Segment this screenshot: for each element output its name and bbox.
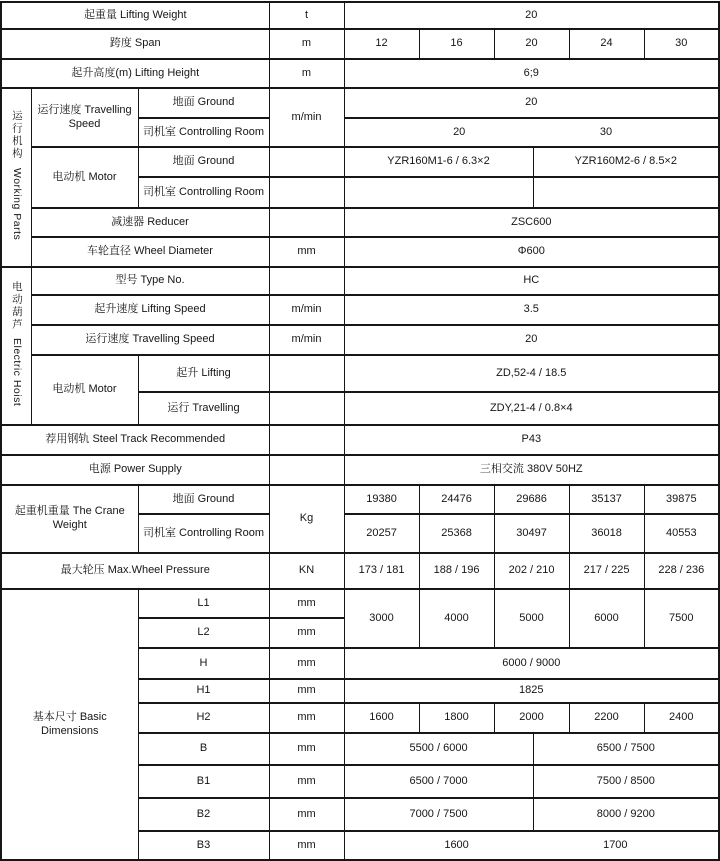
motor-ground-sublabel: 地面 Ground xyxy=(138,147,269,177)
lifting-weight-unit: t xyxy=(269,2,344,29)
dim-b-label: B xyxy=(138,733,269,765)
dim-h2-label: H2 xyxy=(138,703,269,733)
row-hoist-motor-lifting xyxy=(1,355,719,392)
span-value-0: 12 xyxy=(344,29,419,59)
crane-weight-ground-1: 24476 xyxy=(419,485,494,514)
dim-b2-unit: mm xyxy=(269,798,344,831)
motor-hoist-travelling-unit xyxy=(269,392,344,425)
span-value-3: 24 xyxy=(569,29,644,59)
lifting-weight-value: 20 xyxy=(344,2,719,29)
span-label: 跨度 Span xyxy=(1,29,269,59)
dim-b2-label: B2 xyxy=(138,798,269,831)
working-parts-en: Working Parts xyxy=(10,167,23,241)
dim-l-value-0: 3000 xyxy=(344,589,419,648)
motor-room-value-0 xyxy=(344,177,533,208)
travelling-speed-hoist-unit: m/min xyxy=(269,325,344,355)
motor-hoist-label: 电动机 Motor xyxy=(31,355,138,425)
span-value-4: 30 xyxy=(644,29,719,59)
dim-b-value-0: 5500 / 6000 xyxy=(344,733,533,765)
lifting-height-unit: m xyxy=(269,59,344,88)
dim-h1-unit: mm xyxy=(269,679,344,703)
crane-weight-ground-4: 39875 xyxy=(644,485,719,514)
lifting-height-value: 6;9 xyxy=(344,59,719,88)
dim-h2-value-3: 2200 xyxy=(569,703,644,733)
travelling-speed-ground-sublabel: 地面 Ground xyxy=(138,88,269,118)
dim-b-unit: mm xyxy=(269,733,344,765)
crane-weight-ground-3: 35137 xyxy=(569,485,644,514)
dim-b-value-1: 6500 / 7500 xyxy=(533,733,719,765)
row-lifting-height xyxy=(1,59,719,88)
dim-l-value-3: 6000 xyxy=(569,589,644,648)
motor-room-value-1 xyxy=(533,177,719,208)
motor-ground-value-1: YZR160M2-6 / 8.5×2 xyxy=(533,147,719,177)
dim-l-value-2: 5000 xyxy=(494,589,569,648)
dim-b1-value-0: 6500 / 7000 xyxy=(344,765,533,798)
basic-dimensions-label: 基本尺寸 Basic Dimensions xyxy=(1,589,138,860)
max-wheel-pressure-4: 228 / 236 xyxy=(644,553,719,589)
power-supply-label: 电源 Power Supply xyxy=(1,455,269,485)
motor-working-label: 电动机 Motor xyxy=(31,147,138,208)
dim-h1-label: H1 xyxy=(138,679,269,703)
row-lifting-weight xyxy=(1,2,719,29)
row-travelling-ground xyxy=(1,88,719,118)
dim-b3-value-1: 1700 xyxy=(603,838,628,851)
dim-b3-values xyxy=(344,831,719,860)
max-wheel-pressure-0: 173 / 181 xyxy=(344,553,419,589)
dim-h2-value-0: 1600 xyxy=(344,703,419,733)
crane-weight-label: 起重机重量 The Crane Weight xyxy=(1,485,138,553)
type-no-value: HC xyxy=(344,267,719,295)
working-parts-zh: 运行机构 xyxy=(10,110,23,161)
dim-l-value-4: 7500 xyxy=(644,589,719,648)
working-parts-vertical-text xyxy=(10,110,23,240)
steel-track-label: 荐用钢轨 Steel Track Recommended xyxy=(1,425,269,455)
travelling-speed-room-value-1: 30 xyxy=(599,125,613,138)
dim-h-unit: mm xyxy=(269,648,344,679)
lifting-height-label: 起升高度(m) Lifting Height xyxy=(1,59,269,88)
type-no-label: 型号 Type No. xyxy=(31,267,269,295)
motor-room-unit xyxy=(269,177,344,208)
row-type-no xyxy=(1,267,719,295)
power-supply-unit xyxy=(269,455,344,485)
motor-ground-unit xyxy=(269,147,344,177)
crane-weight-ground-2: 29686 xyxy=(494,485,569,514)
dim-b1-unit: mm xyxy=(269,765,344,798)
travelling-speed-ground-value: 20 xyxy=(344,88,719,118)
row-wheel-diameter xyxy=(1,237,719,267)
electric-hoist-en: Electric Hoist xyxy=(10,338,23,407)
row-span xyxy=(1,29,719,59)
dim-l-value-1: 4000 xyxy=(419,589,494,648)
wheel-diameter-value: Φ600 xyxy=(344,237,719,267)
dim-h2-unit: mm xyxy=(269,703,344,733)
dim-l1-label: L1 xyxy=(138,589,269,618)
row-motor-ground xyxy=(1,147,719,177)
dim-b3-value-0: 1600 xyxy=(444,838,469,851)
motor-hoist-travelling-value: ZDY,21-4 / 0.8×4 xyxy=(344,392,719,425)
row-reducer xyxy=(1,208,719,237)
dim-h-value: 6000 / 9000 xyxy=(344,648,719,679)
row-dim-l1 xyxy=(1,589,719,618)
lifting-speed-unit: m/min xyxy=(269,295,344,325)
dim-h2-value-1: 1800 xyxy=(419,703,494,733)
lifting-weight-label: 起重量 Lifting Weight xyxy=(1,2,269,29)
crane-spec-table xyxy=(0,1,720,861)
dim-h2-value-4: 2400 xyxy=(644,703,719,733)
crane-weight-ground-0: 19380 xyxy=(344,485,419,514)
electric-hoist-vertical-text xyxy=(10,281,23,407)
dim-l2-label: L2 xyxy=(138,618,269,648)
electric-hoist-group-label xyxy=(1,267,31,425)
crane-weight-room-0: 20257 xyxy=(344,514,419,553)
dim-b1-label: B1 xyxy=(138,765,269,798)
type-no-unit xyxy=(269,267,344,295)
steel-track-value: P43 xyxy=(344,425,719,455)
wheel-diameter-unit: mm xyxy=(269,237,344,267)
max-wheel-pressure-1: 188 / 196 xyxy=(419,553,494,589)
dim-l1-unit: mm xyxy=(269,589,344,618)
span-unit: m xyxy=(269,29,344,59)
working-parts-group-label xyxy=(1,88,31,267)
span-value-1: 16 xyxy=(419,29,494,59)
travelling-speed-room-values xyxy=(344,118,719,147)
motor-hoist-lifting-value: ZD,52-4 / 18.5 xyxy=(344,355,719,392)
row-travelling-speed-hoist xyxy=(1,325,719,355)
reducer-unit xyxy=(269,208,344,237)
dim-l2-unit: mm xyxy=(269,618,344,648)
motor-ground-value-0: YZR160M1-6 / 6.3×2 xyxy=(344,147,533,177)
crane-weight-room-4: 40553 xyxy=(644,514,719,553)
span-value-2: 20 xyxy=(494,29,569,59)
dim-b1-value-1: 7500 / 8500 xyxy=(533,765,719,798)
dim-h1-value: 1825 xyxy=(344,679,719,703)
motor-hoist-travelling-sublabel: 运行 Travelling xyxy=(138,392,269,425)
travelling-speed-hoist-label: 运行速度 Travelling Speed xyxy=(31,325,269,355)
travelling-speed-label: 运行速度 Travelling Speed xyxy=(31,88,138,147)
motor-room-sublabel: 司机室 Controlling Room xyxy=(138,177,269,208)
crane-weight-ground-sublabel: 地面 Ground xyxy=(138,485,269,514)
max-wheel-pressure-label: 最大轮压 Max.Wheel Pressure xyxy=(1,553,269,589)
row-steel-track xyxy=(1,425,719,455)
travelling-speed-unit: m/min xyxy=(269,88,344,147)
dim-h2-value-2: 2000 xyxy=(494,703,569,733)
reducer-value: ZSC600 xyxy=(344,208,719,237)
crane-weight-room-2: 30497 xyxy=(494,514,569,553)
crane-weight-room-3: 36018 xyxy=(569,514,644,553)
travelling-speed-hoist-value: 20 xyxy=(344,325,719,355)
reducer-label: 减速器 Reducer xyxy=(31,208,269,237)
dim-b2-value-0: 7000 / 7500 xyxy=(344,798,533,831)
lifting-speed-value: 3.5 xyxy=(344,295,719,325)
dim-b2-value-1: 8000 / 9200 xyxy=(533,798,719,831)
crane-weight-room-1: 25368 xyxy=(419,514,494,553)
lifting-speed-label: 起升速度 Lifting Speed xyxy=(31,295,269,325)
power-supply-value: 三相交流 380V 50HZ xyxy=(344,455,719,485)
travelling-speed-room-sublabel: 司机室 Controlling Room xyxy=(138,118,269,147)
dim-h-label: H xyxy=(138,648,269,679)
electric-hoist-zh: 电动葫芦 xyxy=(10,280,23,331)
row-power-supply xyxy=(1,455,719,485)
motor-hoist-lifting-unit xyxy=(269,355,344,392)
dim-b3-label: B3 xyxy=(138,831,269,860)
row-crane-weight-ground xyxy=(1,485,719,514)
max-wheel-pressure-3: 217 / 225 xyxy=(569,553,644,589)
dim-b3-unit: mm xyxy=(269,831,344,860)
crane-weight-unit: Kg xyxy=(269,485,344,553)
wheel-diameter-label: 车轮直径 Wheel Diameter xyxy=(31,237,269,267)
max-wheel-pressure-2: 202 / 210 xyxy=(494,553,569,589)
max-wheel-pressure-unit: KN xyxy=(269,553,344,589)
travelling-speed-room-value-0: 20 xyxy=(453,125,466,138)
motor-hoist-lifting-sublabel: 起升 Lifting xyxy=(138,355,269,392)
row-lifting-speed xyxy=(1,295,719,325)
crane-weight-room-sublabel: 司机室 Controlling Room xyxy=(138,514,269,553)
row-max-wheel-pressure xyxy=(1,553,719,589)
steel-track-unit xyxy=(269,425,344,455)
